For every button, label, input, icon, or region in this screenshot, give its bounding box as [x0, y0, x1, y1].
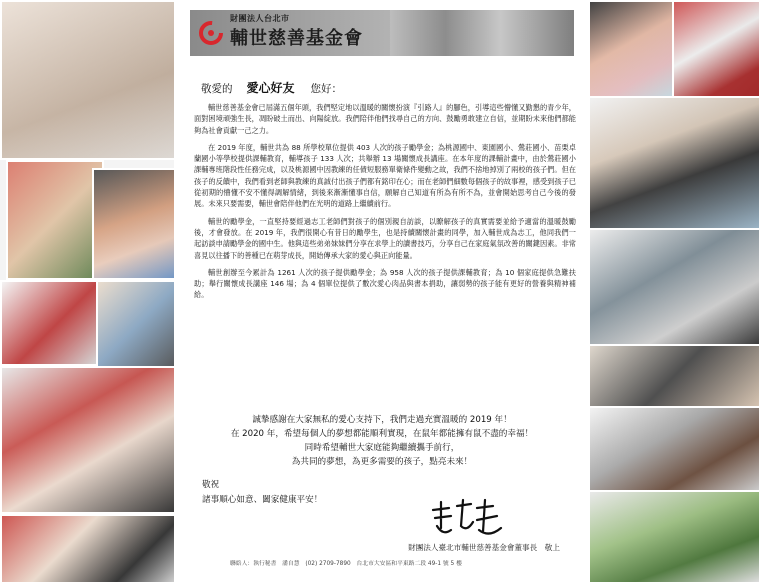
- photo-meeting-table: [588, 406, 761, 492]
- photo-volunteers-group: [588, 96, 761, 230]
- letterhead-banner: [190, 10, 574, 56]
- photo-outdoor: [588, 490, 761, 584]
- regards-line-1: 敬祝: [202, 480, 220, 490]
- letter-page: [174, 0, 590, 584]
- org-region-label: 財團法人台北市: [230, 14, 290, 23]
- greeting: [201, 79, 342, 96]
- greeting-suffix: 您好：: [310, 83, 343, 95]
- photo-group-stage: [0, 514, 178, 584]
- closing-line-1: 誠摯感謝在大家無私的愛心支持下，我們走過充實溫暖的 2019 年！: [252, 415, 512, 425]
- photo-reading-girl: [588, 0, 674, 98]
- photo-hands: [0, 0, 180, 160]
- photo-students-desk: [96, 280, 178, 372]
- closing-line-3: 同時希望輔世大家庭能夠繼續攜手前行，: [304, 443, 460, 453]
- foundation-logo-icon: [198, 20, 224, 46]
- greeting-prefix: 敬愛的: [201, 83, 233, 95]
- photo-smiling-girl: [92, 168, 178, 280]
- org-name: 輔世慈善基金會: [230, 28, 363, 49]
- closing-line-4: 為共同的夢想，為更多需要的孩子，點亮未來！: [291, 457, 473, 467]
- paragraph-2: 在 2019 年度，輔世共為 88 所學校單位提供 403 人次的孩子勵學金；為桃源國中、東園國小、鶯莊國小、苗栗卓蘭國小等學校提供課輔教育，輔導孩子 133 人次；共舉辦 13 場關懷成長講座。在本年度的課輔計畫中，由於鶯莊國小課輔專班階段性任務完成，以及桃源國中因教練的任債短服務單衛條件變動之故，我們不捨地掉別了兩校的孩子們。但在孩子的反饋中，我們看到老師與教練的真誠付出孩子們都有銘印在心；而在老師們細數每個孩子的故事裡，感受到孩子已從初期的懵懂不安不懂得調解情緒，到後來漸漸懂事自信，願解自己知道有所為有所不為，並會開始思考自己今後的發展。未來只要需要，輔世會陪伴他們在光明的道路上繼續前行。: [194, 142, 576, 209]
- contact-footer: 聯絡人：執行秘書 潘自慧 (02) 2709-7890 台北市大安區和平東路二段 49-1 號 5 樓: [230, 561, 462, 567]
- paragraph-4: 輔世創辦至今累計為 1261 人次的孩子提供勵學金；為 958 人次的孩子提供課輔教育；為 10 個家庭提供急難扶助；舉行關懷成長講座 146 場；為 4 個單位提供了數次愛心肉品與書本捐助，讓弱勢的孩子能有更好的營養與精神補給。: [194, 267, 576, 300]
- paragraph-3: 輔世的勵學金，一直堅持要經過志工老師們對孩子的個別親自訪談，以瞭解孩子的真實需要並給予適當的溫暖鼓勵後，才會發放。在 2019 年，我們很開心有昔日的勵學生，也是持續關懷計畫的同學，加入輔世成為志工，他同我們一起訪談申請勵學金的國中生。他與這些弟弟妹妹們分享在求學上的讀書技巧，分享自己在家庭氣氛改善的關鍵因素。非常喜見以往播下的善種已在萌芽成長，開始傳承大家的愛心與正向能量。: [194, 216, 576, 260]
- greeting-friend: 愛心好友: [246, 81, 295, 95]
- photo-lecture-hall: [588, 228, 761, 346]
- photo-children-group: [6, 160, 104, 280]
- photo-classroom: [0, 280, 98, 366]
- photo-floor-activity: [0, 366, 178, 514]
- signer-line: 財團法人臺北市輔世慈善基金會董事長 敬上: [408, 543, 560, 552]
- photo-crowd-event: [672, 0, 761, 98]
- letter-body: [194, 102, 576, 301]
- closing-line-2: 在 2020 年，希望每個人的夢想都能順利實現，在鼠年都能擁有鼠不盡的幸福！: [230, 429, 534, 439]
- photo-workshop: [588, 344, 761, 408]
- regards-line-2: 諸事順心如意、闔家健康平安！: [202, 495, 323, 505]
- banner-photo-strip: [390, 10, 574, 56]
- paragraph-1: 輔世慈善基金會已屆滿五個年頭，我們堅定地以溫暖的關懷扮演『引路人』的腳色，引導這些懵懂又勤懇的青少年，面對困境頑強生長，凋盼破土而出、向陽綻放。我們陪伴他們找尋自己的方向、鼓勵勇敢建立自信，並期盼未來他們都能夠為社會貢獻一己之力。: [194, 103, 576, 135]
- handwritten-signature-icon: [427, 496, 507, 542]
